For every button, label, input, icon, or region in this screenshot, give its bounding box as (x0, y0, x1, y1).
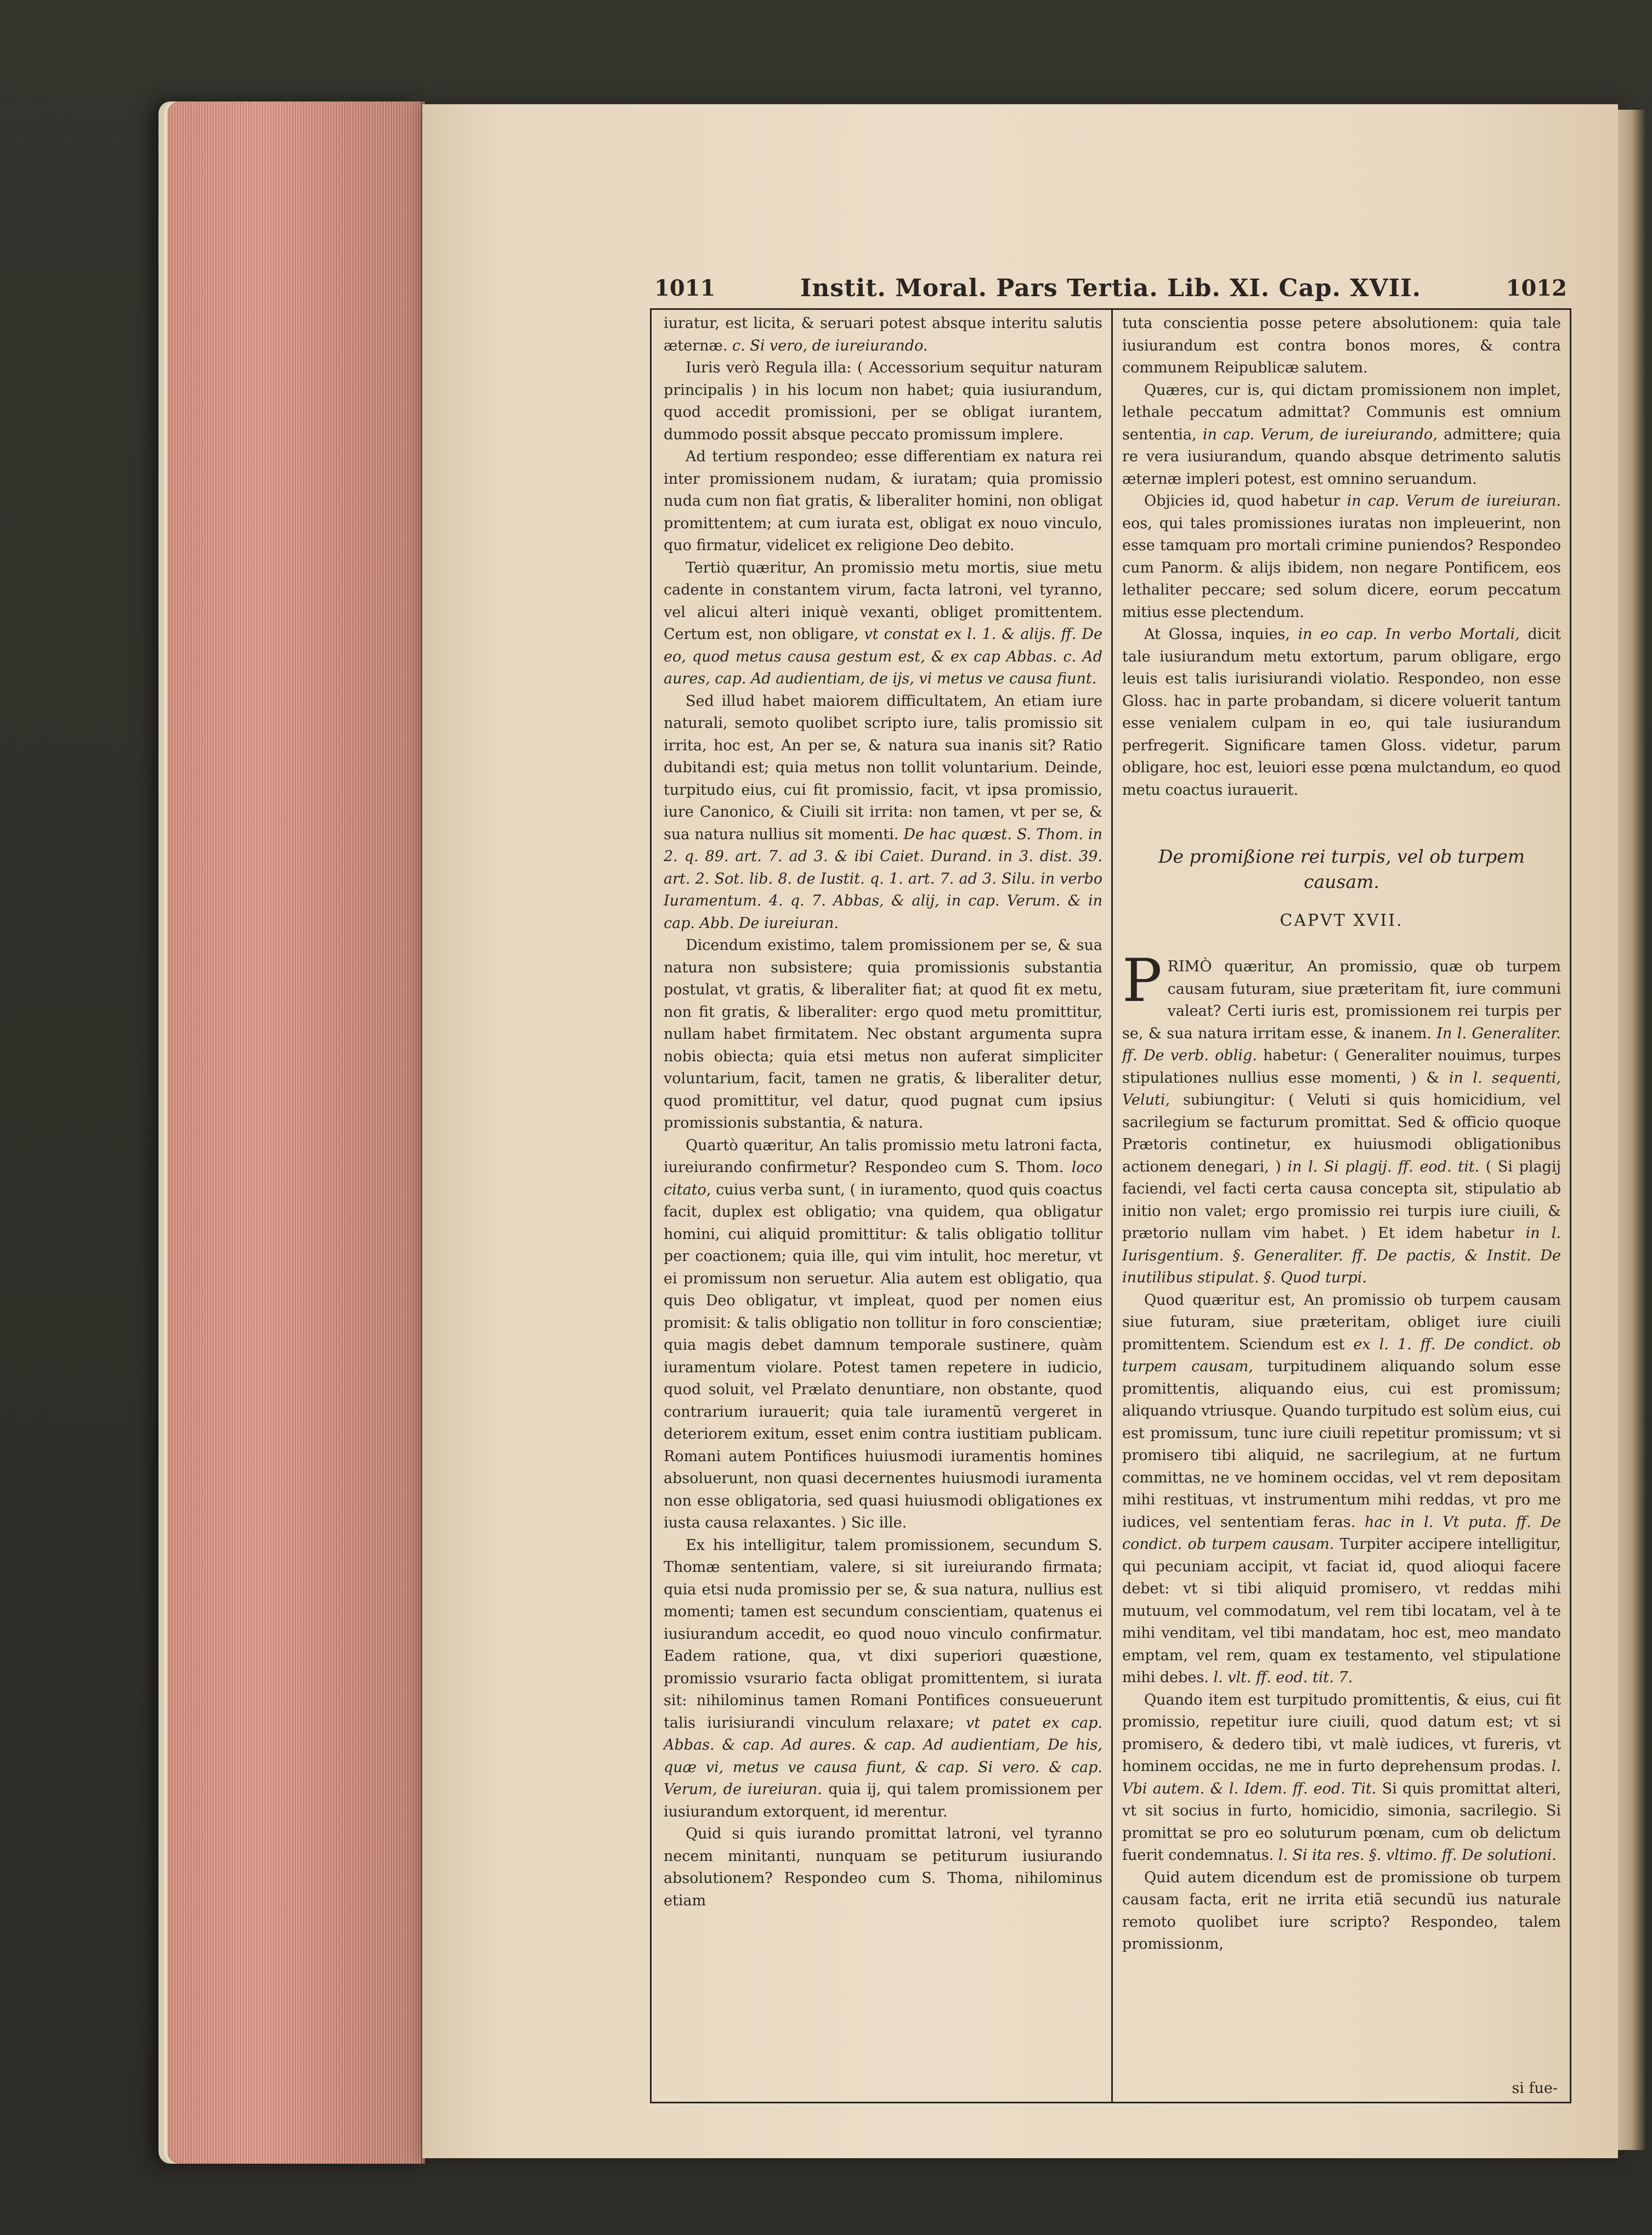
running-title: Instit. Moral. Pars Tertia. Lib. XI. Cap. XVII. (800, 274, 1422, 302)
catchword: si fue- (1512, 2080, 1558, 2097)
text-frame (650, 274, 1571, 2106)
running-head (650, 274, 1571, 310)
folio-right: 1012 (1506, 275, 1567, 301)
paragraph: Iuris verò Regula illa: ( Accessorium sequitur naturam principalis ) in his locum non habet; quia iusiurandum, quod accedit promissioni, per se obligat iurantem, dummodo possit absque peccato promissum implere. (664, 359, 1102, 443)
folio-left: 1011 (654, 275, 716, 301)
column-rule (1111, 308, 1113, 2102)
paragraph: Sed illud habet maiorem difficultatem, An etiam iure naturali, semoto quolibet scripto iure, talis promissio sit irrita, hoc est, An per se, & natura sua inanis sit? Ratio dubitandi est; quia metus non tollit voluntarium. Deinde, turpitudo eius, cui fit promissio, facit, vt ipsa promissio, iure Canonico, & Ciuili sit irrita: non tamen, vt per se, & sua natura nullius sit momenti. De hac quæst. S. Thom. in 2. q. 89. art. 7. ad 3. & ibi Caiet. Durand. in 3. dist. 39. art. 2. Sot. lib. 8. de Iustit. q. 1. art. 7. ad 3. Silu. in verbo Iuramentum. 4. q. 7. Abbas, & alij, in cap. Verum. & in cap. Abb. De iureiuran. (664, 692, 1102, 932)
paragraph: Quæres, cur is, qui dictam promissionem non implet, lethale peccatum admittat? Communis est omnium sententia, in cap. Verum, de iureiurando, admittere; quia re vera iusiurandum, quando absque detrimento salutis æternæ impleri potest, est omnino seruandum. (1122, 381, 1561, 488)
paragraph: Ad tertium respondeo; esse differentiam ex natura rei inter promissionem nudam, & iuratam; quia promissio nuda cum non fiat gratis, & liberaliter homini, non obligat promittentem; at cum iurata est, obligat ex nouo vinculo, quo firmatur, videlicet ex religione Deo debito. (664, 448, 1102, 554)
paragraph: Quid si quis iurando promittat latroni, vel tyranno necem minitanti, nunquam se petiturum iusiurando absolutionem? Respondeo cum S. Thoma, nihilominus etiam (664, 1825, 1102, 1909)
paragraph: Ex his intelligitur, talem promissionem, secundum S. Thomæ sententiam, valere, si sit iureiurando firmata; quia etsi nuda promissio per se, & sua natura, nullius est momenti; tamen est secundum conscientiam, quatenus ei iusiurandum accedit, eo quod nouo vinculo confirmatur. Eadem ratione, qua, vt dixi superiori quæstione, promissio vsurario facta obligat promittentem, si iurata sit: nihilominus tamen Romani Pontifices consueuerunt talis iurisiurandi vinculum relaxare; vt patet ex cap. Abbas. & cap. Ad aures. & cap. Ad audientiam, De his, quæ vi, metus ve causa fiunt, & cap. Si vero. & cap. Verum, de iureiuran. quia ij, qui talem promissionem per iusiurandum extorquent, id merentur. (664, 1536, 1102, 1820)
paragraph: PRIMÒ quæritur, An promissio, quæ ob turpem causam futuram, siue præteritam fit, iure communi valeat? Certi iuris est, promissionem rei turpis per se, & sua natura irritam esse, & inanem. In l. Generaliter. ff. De verb. oblig. habetur: ( Generaliter nouimus, turpes stipulationes nullius esse momenti, ) & in l. sequenti, Veluti, subiungitur: ( Veluti si quis homicidium, vel sacrilegium se facturum promittat. Sed & officio quoque Prætoris continetur, ex huiusmodi obligationibus actionem denegari, ) in l. Si plagij. ff. eod. tit. ( Si plagij faciendi, vel facti certa causa concepta sit, stipulatio ab initio non valet; ergo promissio rei turpis iure ciuili, & prætorio nullam vim habet. ) Et idem habetur in l. Iurisgentium. §. Generaliter. ff. De pactis, & Instit. De inutilibus stipulat. §. Quod turpi. (1122, 947, 1562, 1286)
section-heading: De promißione rei turpis, vel ob turpem causam. (1158, 846, 1525, 892)
paragraph: Dicendum existimo, talem promissionem per se, & sua natura non subsistere; quia promissionis substantia postulat, vt gratis, & liberaliter fiat; at quod fit ex metu, non fit gratis, & liberaliter: ergo quod metu promittitur, nullam habet firmitatem. Nec obstant argumenta supra nobis obiecta; quia etsi metus non auferat simpliciter voluntarium, facit, tamen ne gratis, & liberaliter detur, quod promittitur, vel datur, quod pugnat cum ipsius promissionis substantia, & natura. (664, 937, 1102, 1131)
paragraph: At Glossa, inquies, in eo cap. In verbo Mortali, dicit tale iusiurandum metu extortum, parum obligare, ergo leuis est talis iurisiurandi violatio. Respondeo, non esse Gloss. hac in parte probandam, si dicere voluerit tantum esse venialem culpam in eo, qui tale iusiurandum perfregerit. Significare tamen Gloss. videtur, parum obligare, hoc est, leuiori esse pœna mulctandum, eo quod metu coactus iurauerit. (1122, 626, 1561, 799)
facing-page-edge (1618, 110, 1645, 2150)
text-box (650, 308, 1571, 2103)
paragraph: iuratur, est licita, & seruari potest absque interitu salutis æternæ. c. Si vero, de iureiurando. (664, 315, 1102, 354)
paragraph: Quando item est turpitudo promittentis, & eius, cui fit promissio, repetitur iure ciuili, quod datum est; vt si promisero, & dedero tibi, vt malè iudices, vt fureris, vt hominem occidas, ne me in furto deprehensum prodas. l. Vbi autem. & l. Idem. ff. eod. Tit. Si quis promittat alteri, vt sit socius in furto, homicidio, simonia, sacrilegio. Si promittat se pro eo soluturum pœnam, cum ob delictum fuerit condemnatus. l. Si ita res. §. vltimo. ff. De solutioni. (1122, 1691, 1561, 1864)
paragraph: Quid autem dicendum est de promissione ob turpem causam facta, erit ne irrita etiã secundũ ius naturale remoto quolibet iure scripto? Respondeo, talem promissionm, (1122, 1869, 1561, 1953)
paragraph: Quod quæritur est, An promissio ob turpem causam siue futuram, siue præteritam, obliget iure ciuili promittentem. Sciendum est ex l. 1. ff. De condict. ob turpem causam, turpitudinem aliquando solum esse promittentis, aliquando eius, cui est promissum; aliquando vtriusque. Quando turpitudo est solùm eius, cui est promissum, tunc iure ciuili repetitur promissum; vt si promisero tibi aliquid, ne sacrilegium, at ne furtum committas, ne ve hominem occidas, vel vt rem depositam mihi restituas, vt instrumentum mihi reddas, vt pro me iudices, vel sententiam feras. hac in l. Vt puta. ff. De condict. ob turpem causam. Turpiter accipere intelligitur, qui pecuniam accipit, vt faciat id, quod alioqui facere debet: vt si tibi aliquid promisero, vt reddas mihi mutuum, vel commodatum, vel rem tibi locatam, vel à te mihi venditam, vel tibi mandatam, hoc est, meo mandato emptam, vel rem, quam ex testamento, vel stipulatione mihi debes. l. vlt. ff. eod. tit. 7. (1122, 1291, 1562, 1686)
drop-cap: P (1122, 947, 1162, 1015)
left-column (664, 313, 1102, 1912)
book-fore-edge (167, 101, 425, 2164)
paragraph: Objicies id, quod habetur in cap. Verum de iureiuran. eos, qui tales promissiones iuratas non impleuerint, non esse tamquam pro mortali crimine puniendos? Respondeo cum Panorm. & alijs ibidem, non negare Pontificem, eos lethaliter peccare; sed solum dicere, eorum peccatum mitius esse plectendum. (1122, 493, 1561, 621)
paragraph: tuta conscientia posse petere absolutionem: quia tale iusiurandum est contra bonos mores, & contra communem Reipublicæ salutem. (1122, 315, 1561, 376)
chapter-title: CAPVT XVII. (1280, 911, 1404, 930)
right-column (1122, 313, 1561, 1956)
paragraph: Tertiò quæritur, An promissio metu mortis, siue metu cadente in constantem virum, facta latroni, vel tyranno, vel alicui alteri iniquè vexanti, obliget promittentem. Certum est, non obligare, vt constat ex l. 1. & alijs. ff. De eo, quod metus causa gestum est, & ex cap Abbas. c. Ad aures, cap. Ad audientiam, de ijs, vi metus ve causa fiunt. (664, 559, 1102, 687)
paragraph: Quartò quæritur, An talis promissio metu latroni facta, iureiurando confirmetur? Respondeo cum S. Thom. loco citato, cuius verba sunt, ( in iuramento, quod quis coactus facit, duplex est obligatio; vna quidem, qua obligatur homini, cui aliquid promittitur: & talis obligatio tollitur per coactionem; quia ille, qui vim intulit, hoc meretur, vt ei promissum non seruetur. Alia autem est obligatio, qua quis Deo obligatur, vt impleat, quod per nomen eius promisit: & talis obligatio non tollitur in foro conscientiæ; quia magis debet damnum temporale sustinere, quàm iuramentum violare. Potest tamen repetere in iudicio, quod soluit, vel Prælato denuntiare, non obstante, quod contrarium iurauerit; quia tale iuramentũ vergeret in deteriorem exitum, esset enim contra iustitiam publicam. Romani autem Pontifices huiusmodi iuramentis homines absoluerunt, non quasi decernentes huiusmodi iuramenta non esse obligatoria, sed quasi huiusmodi obligationes ex iusta causa relaxantes. ) Sic ille. (664, 1136, 1102, 1531)
